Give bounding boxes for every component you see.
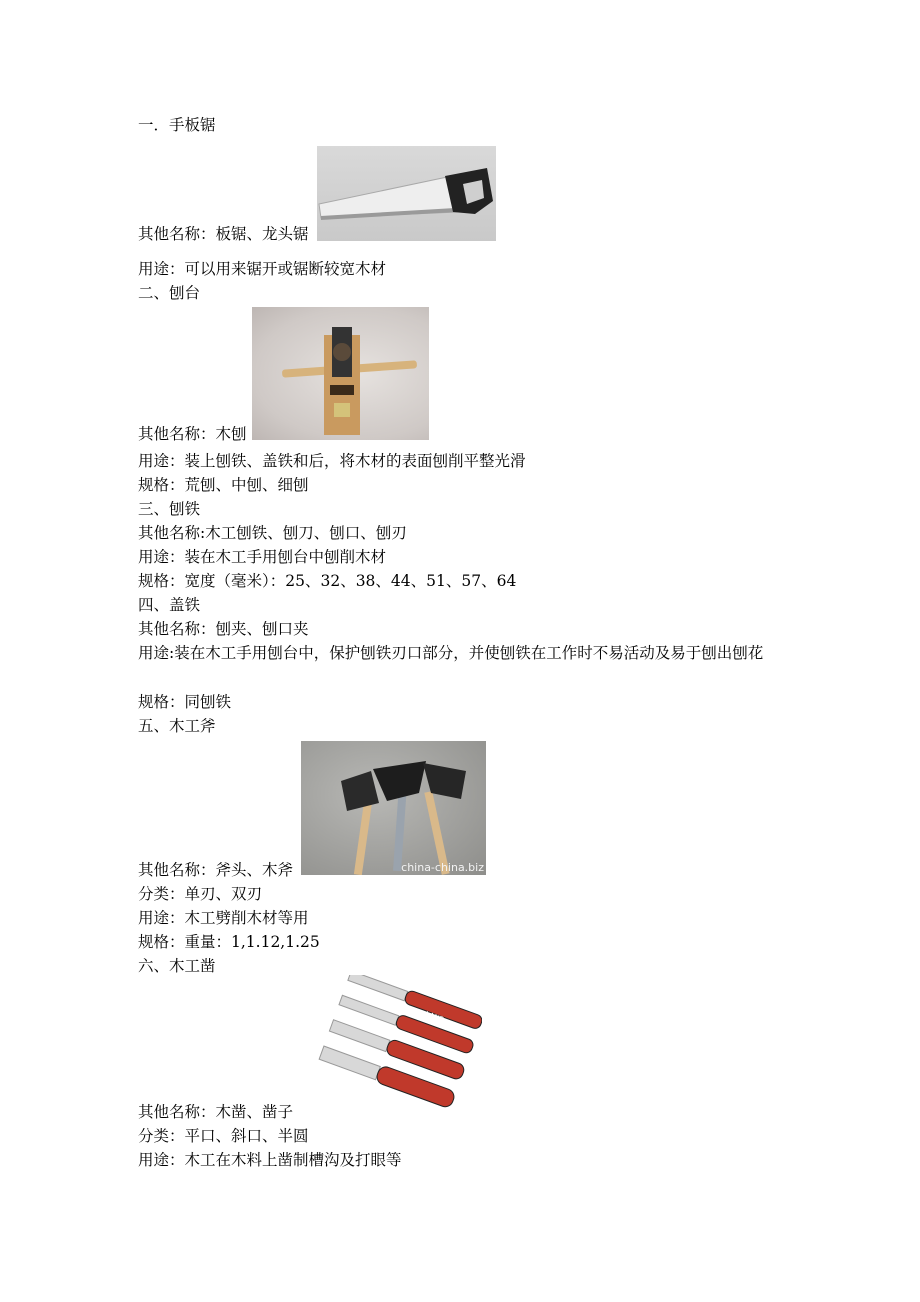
class-axe: 分类：单刃、双刃 [138, 885, 263, 903]
usage-plane: 用途：装上刨铁、盖铁和后，将木材的表面刨削平整光滑 [138, 452, 526, 470]
usage-hand-saw: 用途：可以用来锯开或锯断较宽木材 [138, 260, 387, 278]
heading-axe: 五、木工斧 [138, 717, 216, 735]
usage-axe: 用途：木工劈削木材等用 [138, 909, 309, 927]
other-names-plane-iron: 其他名称:木工刨铁、刨刀、刨口、刨刃 [138, 524, 407, 542]
heading-hand-saw: 一．手板锯 [138, 116, 216, 134]
spec-axe: 规格：重量：1,1.12,1.25 [138, 933, 320, 951]
axe-image [301, 741, 486, 875]
heading-plane: 二、刨台 [138, 284, 201, 302]
heading-chisel: 六、木工凿 [138, 957, 216, 975]
other-names-axe: 其他名称：斧头、木斧 [138, 861, 294, 879]
spec-cap-iron: 规格：同刨铁 [138, 693, 232, 711]
usage-plane-iron: 用途：装在木工手用刨台中刨削木材 [138, 548, 387, 566]
other-names-hand-saw: 其他名称：板锯、龙头锯 [138, 225, 309, 243]
other-names-cap-iron: 其他名称：刨夹、刨口夹 [138, 620, 309, 638]
hand-saw-image [317, 146, 496, 241]
usage-cap-iron: 用途:装在木工手用刨台中，保护刨铁刃口部分，并使刨铁在工作时不易活动及易于刨出刨花 [138, 644, 764, 662]
other-names-chisel: 其他名称：木凿、凿子 [138, 1103, 294, 1121]
chisel-image [300, 975, 482, 1117]
spec-plane: 规格：荒刨、中刨、细刨 [138, 476, 309, 494]
usage-chisel: 用途：木工在木料上凿制槽沟及打眼等 [138, 1151, 402, 1169]
brand-label: LAND [424, 1009, 446, 1025]
spec-plane-iron: 规格：宽度（毫米）：25、32、38、44、51、57、64 [138, 572, 517, 590]
other-names-plane: 其他名称：木刨 [138, 425, 247, 443]
heading-plane-iron: 三、刨铁 [138, 500, 201, 518]
watermark-text: china-china.biz [401, 861, 484, 874]
heading-cap-iron: 四、盖铁 [138, 596, 201, 614]
class-chisel: 分类：平口、斜口、半圆 [138, 1127, 309, 1145]
plane-image [252, 307, 429, 440]
